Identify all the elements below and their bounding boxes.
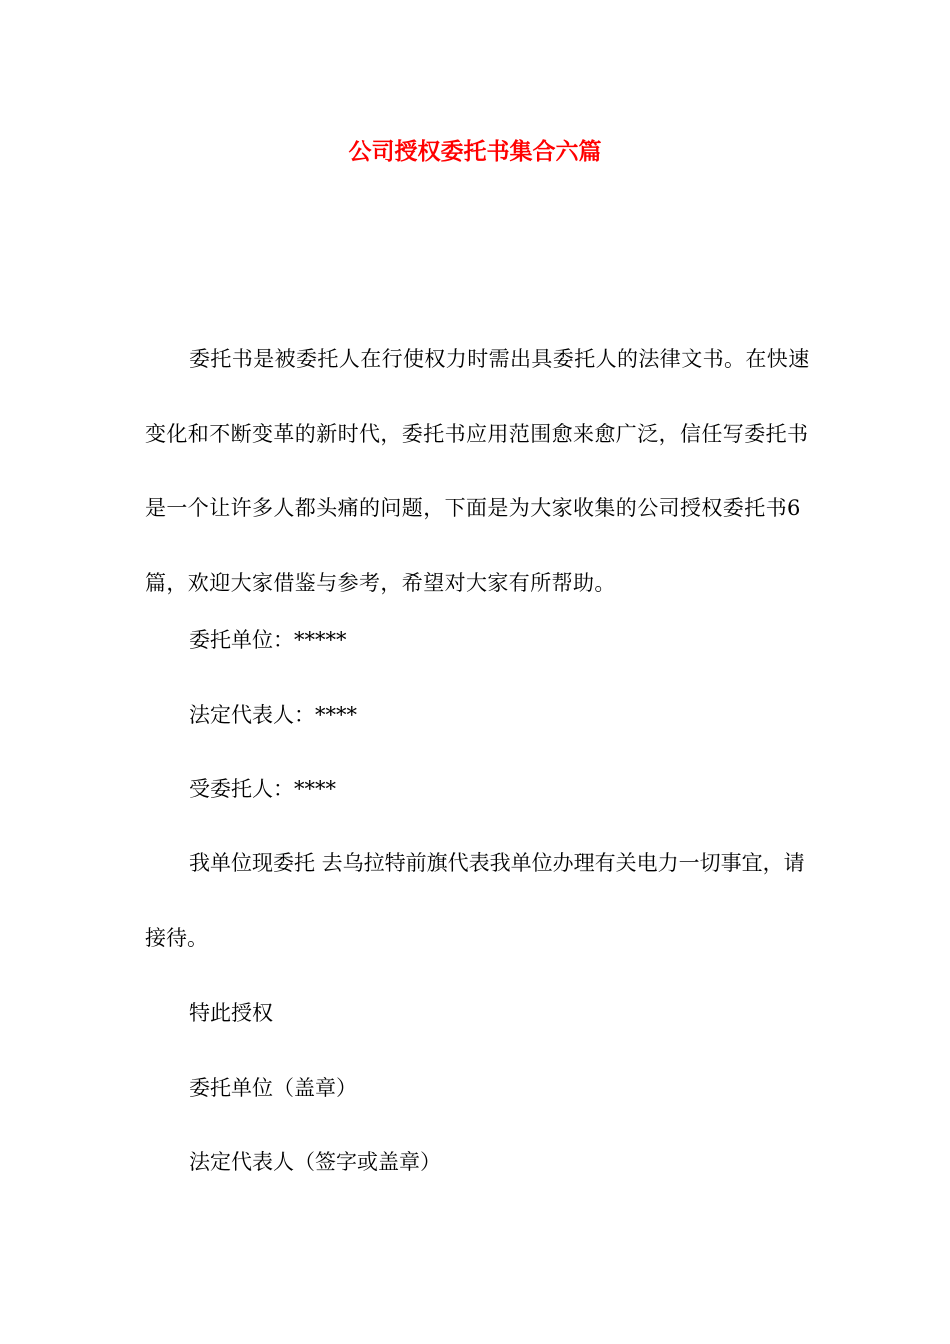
legal-representative-line: 法定代表人：**** — [189, 703, 357, 727]
representative-sign-line: 法定代表人（签字或盖章） — [189, 1150, 441, 1174]
authorization-line: 特此授权 — [189, 1001, 273, 1025]
delegation-paragraph: 我单位现委托 去乌拉特前旗代表我单位办理有关电力一切事宜，请接待。 — [145, 851, 805, 950]
document-title: 公司授权委托书集合六篇 — [348, 139, 602, 165]
unit-seal-line: 委托单位（盖章） — [189, 1076, 357, 1100]
intro-paragraph: 委托书是被委托人在行使权力时需出具委托人的法律文书。在快速变化和不断变革的新时代，委托书应用范围愈来愈广泛，信任写委托书是一个让许多人都头痛的问题，下面是为大家收集的公司授权委托书6篇，欢迎大家借鉴与参考，希望对大家有所帮助。 — [145, 347, 810, 595]
entrusting-unit-line: 委托单位：***** — [189, 628, 347, 652]
trustee-line: 受委托人：**** — [189, 777, 336, 801]
